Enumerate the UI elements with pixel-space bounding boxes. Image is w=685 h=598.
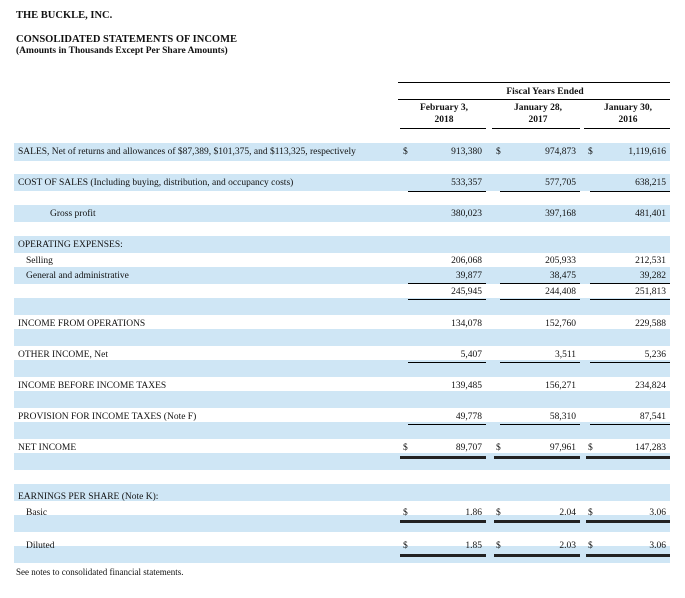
row-label-sales: SALES, Net of returns and allowances of $87,389, $101,375, and $113,325, respectively bbox=[18, 147, 356, 157]
value-cell: 139,485 bbox=[451, 381, 482, 391]
value-cell: 206,068 bbox=[451, 256, 482, 266]
value-cell: 2.03 bbox=[559, 541, 576, 551]
value-cell: 5,407 bbox=[460, 350, 482, 360]
value-cell: 2.04 bbox=[559, 508, 576, 518]
dollar-sign: $ bbox=[588, 147, 593, 157]
row-band bbox=[14, 329, 670, 346]
row-label-net-income: NET INCOME bbox=[18, 443, 77, 453]
total-double-rule bbox=[586, 554, 670, 557]
header-top-rule bbox=[398, 82, 670, 83]
row-band bbox=[14, 298, 670, 315]
value-cell: 913,380 bbox=[451, 147, 482, 157]
row-label-cost-of-sales: COST OF SALES (Including buying, distribution, and occupancy costs) bbox=[18, 178, 294, 188]
total-double-rule bbox=[400, 456, 486, 459]
row-label-operating-expenses: OPERATING EXPENSES: bbox=[18, 240, 123, 250]
row-label-provision-for-taxes: PROVISION FOR INCOME TAXES (Note F) bbox=[18, 412, 197, 422]
dollar-sign: $ bbox=[588, 541, 593, 551]
col-header-2018: February 3, 2018 bbox=[419, 103, 469, 125]
total-double-rule bbox=[494, 554, 580, 557]
row-label-income-from-operations: INCOME FROM OPERATIONS bbox=[18, 319, 146, 329]
col-header-2017: January 28, 2017 bbox=[513, 103, 563, 125]
subtotal-rule bbox=[408, 191, 486, 192]
value-cell: 87,541 bbox=[639, 412, 666, 422]
value-cell: 49,778 bbox=[455, 412, 482, 422]
subtotal-rule bbox=[408, 299, 486, 300]
row-label-gross-profit: Gross profit bbox=[50, 209, 96, 219]
col-underline-2018 bbox=[400, 128, 486, 129]
value-cell: 38,475 bbox=[549, 271, 576, 281]
subtotal-rule bbox=[500, 283, 580, 284]
value-cell: 244,408 bbox=[545, 287, 576, 297]
value-cell: 234,824 bbox=[635, 381, 666, 391]
dollar-sign: $ bbox=[496, 443, 501, 453]
subtotal-rule bbox=[590, 283, 670, 284]
value-cell: 577,705 bbox=[545, 178, 576, 188]
value-cell: 97,961 bbox=[549, 443, 576, 453]
subtotal-rule bbox=[590, 299, 670, 300]
value-cell: 152,760 bbox=[545, 319, 576, 329]
value-cell: 1.86 bbox=[465, 508, 482, 518]
total-double-rule bbox=[586, 520, 670, 523]
total-double-rule bbox=[494, 520, 580, 523]
value-cell: 58,310 bbox=[549, 412, 576, 422]
statement-subtitle: (Amounts in Thousands Except Per Share Amounts) bbox=[16, 46, 228, 56]
header-mid-rule bbox=[398, 99, 670, 100]
row-label-general-admin: General and administrative bbox=[26, 271, 129, 281]
row-band bbox=[14, 391, 670, 408]
value-cell: 638,215 bbox=[635, 178, 666, 188]
dollar-sign: $ bbox=[496, 541, 501, 551]
subtotal-rule bbox=[408, 424, 486, 425]
value-cell: 380,023 bbox=[451, 209, 482, 219]
value-cell: 481,401 bbox=[635, 209, 666, 219]
value-cell: 156,271 bbox=[545, 381, 576, 391]
statement-title: CONSOLIDATED STATEMENTS OF INCOME bbox=[16, 34, 238, 45]
value-cell: 245,945 bbox=[451, 287, 482, 297]
total-double-rule bbox=[400, 554, 486, 557]
value-cell: 89,707 bbox=[455, 443, 482, 453]
subtotal-rule bbox=[500, 299, 580, 300]
dollar-sign: $ bbox=[403, 147, 408, 157]
value-cell: 397,168 bbox=[545, 209, 576, 219]
value-cell: 147,283 bbox=[635, 443, 666, 453]
value-cell: 134,078 bbox=[451, 319, 482, 329]
value-cell: 39,877 bbox=[455, 271, 482, 281]
col-underline-2017 bbox=[492, 128, 580, 129]
row-label-basic: Basic bbox=[26, 508, 48, 518]
value-cell: 974,873 bbox=[545, 147, 576, 157]
dollar-sign: $ bbox=[403, 541, 408, 551]
subtotal-rule bbox=[500, 191, 580, 192]
total-double-rule bbox=[586, 456, 670, 459]
subtotal-rule bbox=[500, 362, 580, 363]
dollar-sign: $ bbox=[496, 147, 501, 157]
row-label-other-income: OTHER INCOME, Net bbox=[18, 350, 108, 360]
subtotal-rule bbox=[590, 362, 670, 363]
value-cell: 3.06 bbox=[649, 541, 666, 551]
value-cell: 251,813 bbox=[635, 287, 666, 297]
col-underline-2016 bbox=[584, 128, 670, 129]
subtotal-rule bbox=[590, 191, 670, 192]
total-double-rule bbox=[400, 520, 486, 523]
subtotal-rule bbox=[408, 362, 486, 363]
row-label-eps: EARNINGS PER SHARE (Note K): bbox=[18, 492, 159, 502]
dollar-sign: $ bbox=[403, 443, 408, 453]
dollar-sign: $ bbox=[588, 508, 593, 518]
value-cell: 229,588 bbox=[635, 319, 666, 329]
subtotal-rule bbox=[590, 424, 670, 425]
dollar-sign: $ bbox=[588, 443, 593, 453]
value-cell: 5,236 bbox=[644, 350, 666, 360]
subtotal-rule bbox=[500, 424, 580, 425]
dollar-sign: $ bbox=[496, 508, 501, 518]
fiscal-years-header: Fiscal Years Ended bbox=[506, 87, 584, 97]
dollar-sign: $ bbox=[403, 508, 408, 518]
value-cell: 39,282 bbox=[639, 271, 666, 281]
footnote: See notes to consolidated financial statements. bbox=[16, 567, 184, 577]
value-cell: 3,511 bbox=[554, 350, 576, 360]
row-label-diluted: Diluted bbox=[26, 541, 55, 551]
row-label-income-before-taxes: INCOME BEFORE INCOME TAXES bbox=[18, 381, 167, 391]
value-cell: 3.06 bbox=[649, 508, 666, 518]
value-cell: 205,933 bbox=[545, 256, 576, 266]
total-double-rule bbox=[494, 456, 580, 459]
row-label-selling: Selling bbox=[26, 256, 53, 266]
value-cell: 212,531 bbox=[635, 256, 666, 266]
subtotal-rule bbox=[408, 283, 486, 284]
value-cell: 1,119,616 bbox=[628, 147, 666, 157]
value-cell: 1.85 bbox=[465, 541, 482, 551]
value-cell: 533,357 bbox=[451, 178, 482, 188]
company-name: THE BUCKLE, INC. bbox=[16, 10, 113, 21]
col-header-2016: January 30, 2016 bbox=[603, 103, 653, 125]
